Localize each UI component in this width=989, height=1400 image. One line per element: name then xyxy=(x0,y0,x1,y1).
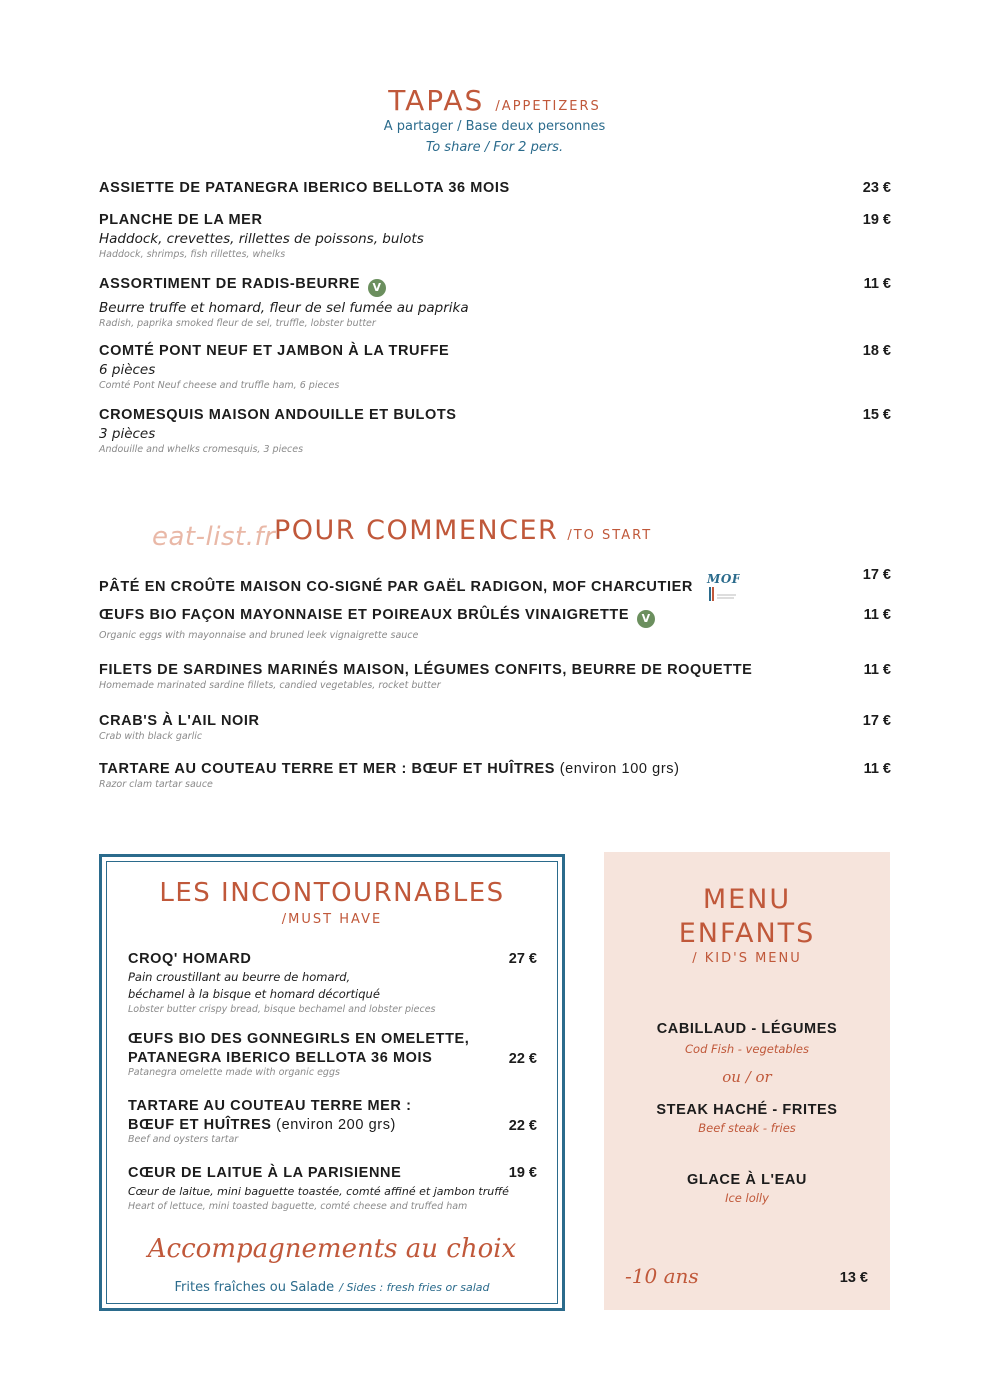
item-description-en: Haddock, shrimps, fish rillettes, whelks xyxy=(99,249,286,260)
item-price: 19 € xyxy=(508,1165,537,1181)
kids-title-2: ENFANTS xyxy=(678,918,816,949)
sides-title: Accompagnements au choix xyxy=(147,1234,517,1264)
item-description-en: Patanegra omelette made with organic eggs xyxy=(128,1067,340,1078)
menu-item xyxy=(99,276,891,329)
item-price: 11 € xyxy=(863,607,891,623)
menu-item xyxy=(99,407,891,455)
item-name: CABILLAUD - LÉGUMES xyxy=(656,1021,838,1037)
watermark: eat-list.fr xyxy=(152,522,276,552)
kids-subtitle: / KID'S MENU xyxy=(692,951,802,966)
item-description-en: Heart of lettuce, mini toasted baguette, comté cheese and truffed ham xyxy=(128,1201,468,1212)
item-quantity: (environ 200 grs) xyxy=(276,1117,396,1133)
must-have-title: LES INCONTOURNABLES xyxy=(159,878,505,908)
menu-item xyxy=(128,1031,537,1078)
item-name: ASSIETTE DE PATANEGRA IBERICO BELLOTA 36 MOIS xyxy=(99,180,510,196)
tapas-subtitle: /APPETIZERS xyxy=(495,99,601,114)
menu-item xyxy=(99,607,891,641)
must-have-subtitle: /MUST HAVE xyxy=(281,912,383,927)
item-price: 22 € xyxy=(508,1118,537,1134)
item-name: ASSORTIMENT DE RADIS-BEURRE xyxy=(99,276,361,292)
tapas-share-en: To share / For 2 pers. xyxy=(425,140,564,155)
item-name: CRAB'S À L'AIL NOIR xyxy=(99,713,260,729)
menu-item xyxy=(99,713,891,742)
menu-item xyxy=(99,180,891,196)
item-description: Cœur de laitue, mini baguette toastée, comté affiné et jambon truffé xyxy=(128,1185,509,1198)
item-description: 6 pièces xyxy=(99,362,156,378)
item-name: STEAK HACHÉ - FRITES xyxy=(656,1102,838,1118)
item-description-en: Homemade marinated sardine fillets, candied vegetables, rocket butter xyxy=(99,680,441,691)
start-header xyxy=(274,515,652,546)
sides-line xyxy=(99,1276,565,1295)
item-name: COMTÉ PONT NEUF ET JAMBON À LA TRUFFE xyxy=(99,343,450,359)
item-name: PÂTÉ EN CROÛTE MAISON CO-SIGNÉ PAR GAËL RADIGON, MOF CHARCUTIER xyxy=(99,579,693,595)
item-price: 11 € xyxy=(863,662,891,678)
item-description-en: Andouille and whelks cromesquis, 3 pieces xyxy=(99,444,304,455)
item-name: TARTARE AU COUTEAU TERRE ET MER : BŒUF ET HUÎTRES xyxy=(99,761,556,777)
menu-item xyxy=(99,343,891,391)
item-description-en: Crab with black garlic xyxy=(99,731,203,742)
kids-item xyxy=(604,1021,890,1056)
item-name: ŒUFS BIO DES GONNEGIRLS EN OMELETTE, xyxy=(128,1031,470,1047)
item-description-en: Radish, paprika smoked fleur de sel, truffle, lobster butter xyxy=(99,318,376,329)
item-price: 17 € xyxy=(862,567,891,583)
item-name: CROMESQUIS MAISON ANDOUILLE ET BULOTS xyxy=(99,407,457,423)
kids-price: 13 € xyxy=(839,1270,868,1286)
item-price: 22 € xyxy=(508,1051,537,1067)
menu-item xyxy=(99,662,891,691)
kids-title-1: MENU xyxy=(702,884,792,915)
menu-item xyxy=(99,567,891,601)
menu-item xyxy=(128,1165,537,1212)
item-description: béchamel à la bisque et homard décortiqué xyxy=(128,987,380,1001)
item-name: PLANCHE DE LA MER xyxy=(99,212,263,228)
item-price: 11 € xyxy=(863,276,891,292)
item-price: 17 € xyxy=(862,713,891,729)
vegetarian-icon: V xyxy=(368,279,386,297)
kids-age: -10 ans xyxy=(625,1264,699,1288)
kids-item xyxy=(604,1172,890,1205)
tapas-title: TAPAS xyxy=(388,84,485,117)
item-name: GLACE À L'EAU xyxy=(687,1172,807,1188)
item-description: Haddock, crevettes, rillettes de poissons, bulots xyxy=(99,231,424,247)
item-price: 27 € xyxy=(508,951,537,967)
menu-item xyxy=(99,761,891,790)
menu-item xyxy=(128,1098,537,1145)
item-description-en: Razor clam tartar sauce xyxy=(99,779,213,790)
item-description: Ice lolly xyxy=(725,1191,769,1205)
vegetarian-icon: V xyxy=(637,610,655,628)
item-name: TARTARE AU COUTEAU TERRE MER : xyxy=(128,1098,412,1114)
item-name: CROQ' HOMARD xyxy=(128,951,252,967)
item-price: 18 € xyxy=(862,343,891,359)
item-name: FILETS DE SARDINES MARINÉS MAISON, LÉGUMES CONFITS, BEURRE DE ROQUETTE xyxy=(99,662,753,678)
kids-item xyxy=(604,1102,890,1135)
mof-badge-icon xyxy=(704,567,740,601)
sides-fr: Frites fraîches ou Salade xyxy=(174,1280,335,1295)
item-price: 19 € xyxy=(862,212,891,228)
item-description-en: Lobster butter crispy bread, bisque bechamel and lobster pieces xyxy=(128,1004,436,1015)
item-price: 11 € xyxy=(863,761,891,777)
item-name: PATANEGRA IBERICO BELLOTA 36 MOIS xyxy=(128,1050,433,1066)
item-description-en: Organic eggs with mayonnaise and bruned leek vignaigrette sauce xyxy=(99,630,419,641)
item-name: CŒUR DE LAITUE À LA PARISIENNE xyxy=(128,1165,402,1181)
item-description-en: Comté Pont Neuf cheese and truffle ham, 6 pieces xyxy=(99,380,340,391)
menu-item xyxy=(99,212,891,260)
item-description: Pain croustillant au beurre de homard, xyxy=(128,970,351,984)
tapas-share-fr: A partager / Base deux personnes xyxy=(383,119,606,134)
item-name: BŒUF ET HUÎTRES xyxy=(128,1117,272,1133)
item-quantity: (environ 100 grs) xyxy=(559,761,680,777)
svg-text:mof: mof xyxy=(706,572,740,586)
kids-or: ou / or xyxy=(722,1068,772,1086)
item-description: 3 pièces xyxy=(99,426,156,442)
item-description: Beef steak - fries xyxy=(698,1121,796,1135)
tapas-header xyxy=(0,84,989,117)
start-subtitle: /TO START xyxy=(567,528,653,543)
item-description: Beurre truffe et homard, fleur de sel fumée au paprika xyxy=(99,300,469,316)
start-title: POUR COMMENCER xyxy=(274,515,559,546)
item-price: 15 € xyxy=(862,407,891,423)
item-name: ŒUFS BIO FAÇON MAYONNAISE ET POIREAUX BRÛLÉS VINAIGRETTE xyxy=(99,607,630,623)
menu-item xyxy=(128,951,537,1015)
item-description: Cod Fish - vegetables xyxy=(685,1042,809,1056)
item-description-en: Beef and oysters tartar xyxy=(128,1134,239,1145)
item-price: 23 € xyxy=(862,180,891,196)
sides-en: / Sides : fresh fries or salad xyxy=(339,1281,490,1294)
